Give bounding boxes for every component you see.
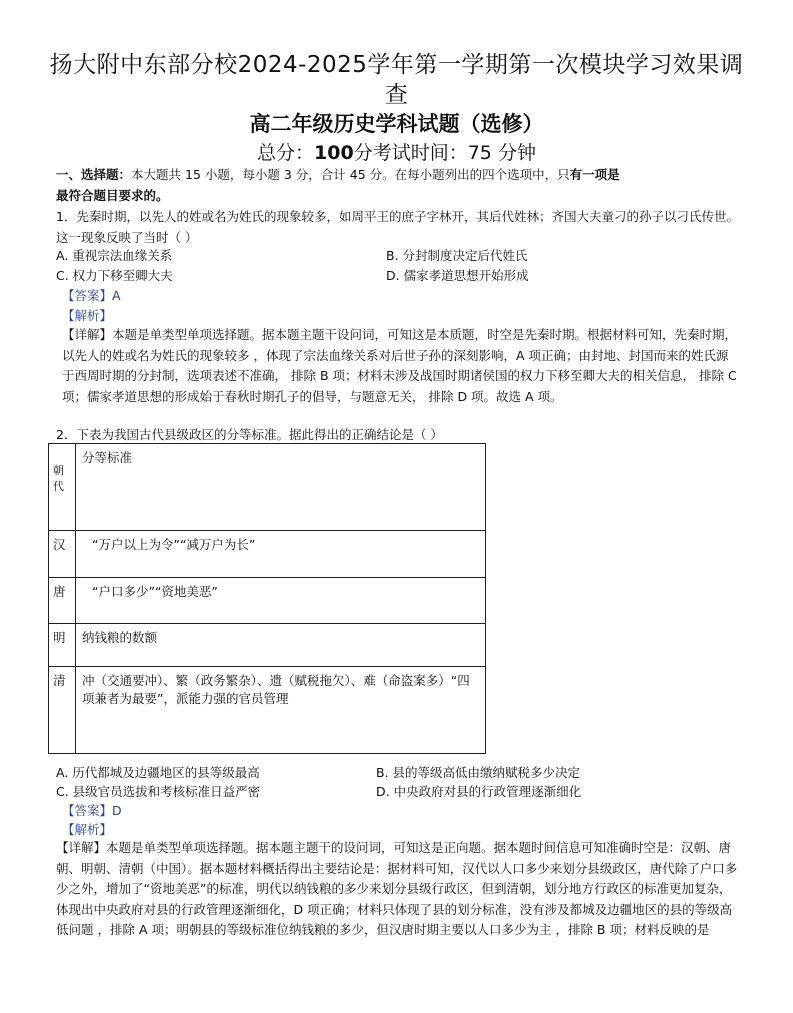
table-header-row bbox=[49, 444, 486, 531]
q1-answer: 【答案】A bbox=[62, 288, 121, 303]
q2-table bbox=[48, 443, 486, 754]
q2-option-b: B. 县的等级高低由缴纳赋税多少决定 bbox=[376, 765, 581, 780]
exam-title bbox=[40, 50, 753, 110]
q1-option-a: A. 重视宗法血缘关系 bbox=[56, 248, 173, 263]
exam-title-line1: 扬大附中东部分校2024-2025学年第一学期第一次模块学习效果调 bbox=[49, 52, 744, 78]
section-intro bbox=[56, 165, 740, 206]
score-value: 100 bbox=[314, 142, 354, 164]
section-emphasis-2: 最符合题目要求的。 bbox=[56, 187, 169, 203]
q1-stem: 1．先秦时期，以先人的姓或名为姓氏的现象较多，如周平王的庶子字林开，其后代姓林；齐国大夫童刁的孙子以刁氏传世。这一现象反映了当时（ ） bbox=[56, 209, 739, 245]
section-heading: 一、选择题： bbox=[56, 167, 132, 182]
table-cell-standard: 纳钱粮的数额 bbox=[76, 624, 486, 667]
section-emphasis: 有一项是 bbox=[569, 167, 620, 182]
time-unit: 分钟 bbox=[497, 142, 536, 164]
q1-option-b: B. 分封制度决定后代姓氏 bbox=[386, 248, 528, 263]
section-instructions: 本大题共 15 小题，每小题 3 分，合计 45 分。在每小题列出的四个选项中，只 bbox=[131, 167, 570, 182]
table-cell-standard: “万户以上为令”“减万户为长” bbox=[76, 531, 486, 578]
table-row bbox=[49, 531, 486, 578]
table-header-cell: 朝代 bbox=[49, 444, 76, 531]
exam-score-time bbox=[0, 141, 793, 165]
time-label: 分考试时间： bbox=[353, 142, 468, 164]
q2-option-c: C. 县级官员选拔和考核标准日益严密 bbox=[56, 784, 261, 799]
q1-detail: 【详解】本题是单类型单项选择题。据本题主题干设问词，可知这是本质题，时空是先秦时期。根据材料可知，先秦时期，以先人的姓或名为姓氏的现象较多 ，体现了宗法血缘关系对后世子孙的深刻影响，A 项正确；由封地、封国而来的姓氏源于西周时期的分封制，选项表述不准确， 排除 B 项；材料未涉及战国时期诸侯国的权力下移至卿大夫的相关信息， 排除 C 项；儒家孝道思想的形成始于春秋时期孔子的倡导，与题意无关， 排除 D 项。故选 A 项。 bbox=[62, 327, 738, 404]
table-row bbox=[49, 624, 486, 667]
table-cell-standard: “户口多少”“资地美恶” bbox=[76, 578, 486, 624]
q1-option-d: D. 儒家孝道思想开始形成 bbox=[386, 268, 529, 283]
table-cell-standard: 冲（交通要冲）、繁（政务繁杂）、遗（赋税拖欠）、难（命盗案多）“四项兼者为最要”，派能力强的官员管理 bbox=[76, 667, 486, 754]
table-row bbox=[49, 578, 486, 624]
q1-analysis-label: 【解析】 bbox=[62, 308, 113, 323]
table-cell-dynasty: 明 bbox=[49, 624, 76, 667]
table-cell-dynasty: 唐 bbox=[49, 578, 76, 624]
score-label: 总分： bbox=[257, 142, 315, 164]
table-cell-dynasty: 清 bbox=[49, 667, 76, 754]
q2-detail: 【详解】本题是单类型单项选择题。据本题主题干的设问词，可知这是正向题。据本题时间信息可知准确时空是：汉朝、唐朝、明朝、清朝（中国）。据本题材料概括得出主要结论是：据材料可知，汉代以人口多少来划分县级政区，唐代除了户口多少之外，增加了“资地美恶”的标准，明代以纳钱粮的多少来划分县级行政区，但到清朝，划分地方行政区的标准更加复杂，体现出中央政府对县的行政管理逐渐细化，D 项正确；材料只体现了县的划分标准，没有涉及都城及边疆地区的县的等级高低问题 ，排除 A 项；明朝县的等级标准位纳钱粮的多少，但汉唐时期主要以人口多少为主 ，排除 B 项；材料反映的是 bbox=[56, 840, 738, 937]
time-value: 75 bbox=[467, 142, 492, 164]
table-row bbox=[49, 667, 486, 754]
q2-stem: 2．下表为我国古代县级政区的分等标准。据此得出的正确结论是（ ） bbox=[56, 427, 443, 442]
table-header-cell: 分等标准 bbox=[76, 444, 486, 531]
q2-answer: 【答案】D bbox=[62, 803, 122, 818]
q2-analysis-label: 【解析】 bbox=[62, 822, 113, 837]
q1-option-c: C. 权力下移至卿大夫 bbox=[56, 268, 173, 283]
exam-title-line1-cont: 查 bbox=[384, 82, 409, 108]
exam-subtitle: 高二年级历史学科试题（选修） bbox=[249, 112, 544, 136]
table-cell-dynasty: 汉 bbox=[49, 531, 76, 578]
q2-option-a: A. 历代都城及边疆地区的县等级最高 bbox=[56, 765, 260, 780]
q2-option-d: D. 中央政府对县的行政管理逐渐细化 bbox=[376, 784, 582, 799]
